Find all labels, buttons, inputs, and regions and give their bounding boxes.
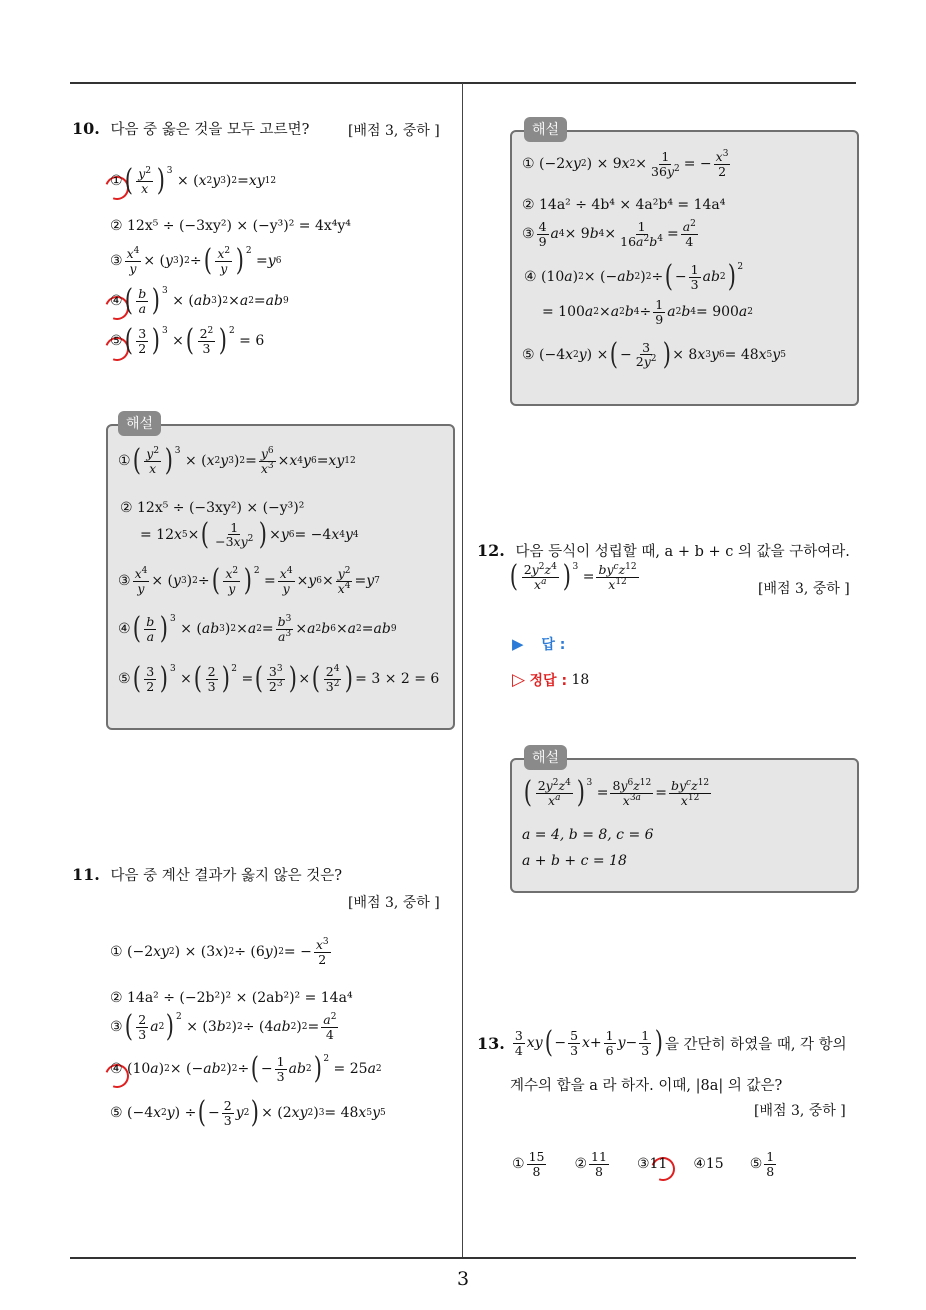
q11-option-3[interactable]: ③ ( $\frac{2}{3}$ a 2 ) $^2$ × (3 b 2 ) 2 ÷ (4 ab 2 ) 2 = $\frac{a^2}{4}$ — [110, 1009, 337, 1044]
q13-choices — [512, 1150, 778, 1179]
q12-stem — [477, 540, 850, 561]
q12-meta: [배점 3, 중하 ] — [758, 581, 850, 597]
q12-solution-line-1: ( $\frac{2y^2z^4}{x^a}$ ) $^3$ = $\frac{8y^6z^{12}}{x^{3a}}$ = $\frac{by^cz^{12}}{x^{12}}$ — [523, 775, 710, 810]
q10-solution-line-5: ⑤ ( $\frac{3}{2}$ ) $^3$ × ( $\frac{2}{3}$ ) $^2$ = ( $\frac{3^3}{2^3}$ ) × ( $\frac{2^4}{3^2}$ ) = 3 × 2 = 6 — [118, 661, 440, 696]
q13-choice-3-value: 11 — [649, 1156, 668, 1173]
correct-arrow-icon: ▷ — [512, 670, 526, 690]
q10-solution-tag: 해설 — [118, 411, 161, 436]
q11-option-1[interactable]: ① (−2 xy 2 ) × (3 x ) 2 ÷ (6 y ) 2 = − $\frac{x^3}{2}$ — [110, 937, 329, 967]
q12-answer-label: 답 : — [541, 637, 566, 653]
q10-option-5[interactable]: ⑤ ( $\frac{3}{2}$ ) $^3$ × ( $\frac{2^2}{3}$ ) $^2$ = 6 — [110, 323, 265, 358]
q12-solution-line-3: a + b + c = 18 — [522, 853, 627, 869]
q11-stem — [72, 864, 342, 885]
q10-text: 다음 중 옳은 것을 모두 고르면? — [110, 122, 310, 138]
q10-solution-line-2b: = 12 x 5 × ( $\frac{1}{-3xy^2}$ ) × y 6 = −4 x 4 y 4 — [140, 517, 359, 552]
q11-solution-line-4a: ④ (10 a ) 2 × (− ab 2 ) 2 ÷ ( − $\frac{1}{3}$ ab 2 ) $^2$ — [524, 259, 744, 294]
answer-arrow-icon: ▶ — [512, 635, 524, 653]
q10-option-4[interactable]: ④ ( $\frac{b}{a}$ ) $^3$ × ( ab 3 ) 2 × a 2 = ab 9 — [110, 283, 289, 318]
page-number: 3 — [456, 1268, 470, 1290]
q10-solution-line-4: ④ ( $\frac{b}{a}$ ) $^3$ × ( ab 3 ) 2 × a 2 = $\frac{b^3}{a^3}$ × a 2 b 6 × a 2 = ab 9 — [118, 611, 397, 646]
q10-number: 10. — [72, 119, 100, 138]
q11-solution-line-5: ⑤ (−4 x 2 y ) × ( − $\frac{3}{2y^2}$ ) × 8 x 3 y 6 = 48 x 5 y 5 — [522, 337, 786, 372]
q12-correct-value: 18 — [571, 672, 590, 688]
q10-option-2[interactable]: ② 12x⁵ ÷ (−3xy²) × (−y³)² = 4x⁴y⁴ — [110, 218, 351, 234]
q10-option-3[interactable]: ③ $\frac{x^4}{y}$ × ( y 3 ) 2 ÷ ( $\frac{x^2}{y}$ ) $^2$ = y 6 — [110, 243, 282, 278]
q11-option-4[interactable]: ④ (10 a ) 2 × (− ab 2 ) 2 ÷ ( − $\frac{1}{3}$ ab 2 ) $^2$ = 25 a 2 — [110, 1051, 382, 1086]
q13-stem — [477, 1025, 847, 1060]
q11-option-5[interactable]: ⑤ (−4 x 2 y ) ÷ ( − $\frac{2}{3}$ y 2 ) × (2 xy 2 ) 3 = 48 x 5 y 5 — [110, 1095, 386, 1130]
q13-choice-1[interactable]: ① $\frac{15}{8}$ — [512, 1149, 545, 1179]
q12-correct-label: 정답 : — [529, 673, 568, 689]
q10-stem — [72, 118, 309, 139]
q11-option-2[interactable]: ② 14a² ÷ (−2b²)² × (2ab²)² = 14a⁴ — [110, 990, 353, 1006]
q13-expression: $\frac{3}{4}$ xy ( − $\frac{5}{3}$ x + $\frac{1}{6}$ y − $\frac{1}{3}$ ) — [514, 1025, 664, 1060]
q13-meta: [배점 3, 중하 ] — [754, 1103, 846, 1119]
bottom-rule — [70, 1257, 856, 1259]
q10-solution-line-3: ③ $\frac{x^4}{y}$ × ( y 3 ) 2 ÷ ( $\frac{x^2}{y}$ ) $^2$ = $\frac{x^4}{y}$ × y 6 × $\frac{y^2}{x^4}$ = y 7 — [118, 563, 380, 598]
q12-text: 다음 등식이 성립할 때, a + b + c 의 값을 구하여라. — [515, 544, 850, 560]
q13-number: 13. — [477, 1033, 505, 1053]
q11-meta: [배점 3, 중하 ] — [348, 895, 440, 911]
q11-solution-line-4b: = 100 a 2 × a 2 b 4 ÷ $\frac{1}{9}$ a 2 b 4 = 900 a 2 — [542, 297, 754, 327]
q10-solution-line-2a: ② 12x⁵ ÷ (−3xy²) × (−y³)² — [120, 500, 305, 516]
q11-number: 11. — [72, 865, 100, 884]
q12-solution-tag: 해설 — [524, 745, 567, 770]
q11-solution-line-2: ② 14a² ÷ 4b⁴ × 4a²b⁴ = 14a⁴ — [522, 197, 726, 213]
q10-option-1[interactable]: ① ( $\frac{y^2}{x}$ ) $^3$ × ( x 2 y 3 ) 2 = xy 12 — [110, 163, 277, 198]
q12-correct-row — [512, 670, 589, 690]
q13-choice-4[interactable]: ④ 15 — [693, 1156, 724, 1173]
q12-number: 12. — [477, 541, 505, 560]
q11-solution-line-3: ③ $\frac{4}{9}$ a 4 × 9 b 4 × $\frac{1}{16a^2b^4}$ = $\frac{a^2}{4}$ — [522, 219, 696, 249]
q13-choice-3[interactable]: ③ 11 — [636, 1156, 668, 1173]
q10-solution-line-1: ① ( $\frac{y^2}{x}$ ) $^3$ × ( x 2 y 3 ) 2 = $\frac{y^6}{x^3}$ × x 4 y 6 = xy 12 — [118, 443, 356, 478]
q11-solution-line-1: ① (−2 xy 2 ) × 9 x 2 × $\frac{1}{36y^2}$ = − $\frac{x^3}{2}$ — [522, 149, 729, 179]
q12-solution-line-2: a = 4, b = 8, c = 6 — [522, 827, 654, 843]
q13-choice-4-value: 15 — [705, 1156, 724, 1173]
q11-text: 다음 중 계산 결과가 옳지 않은 것은? — [110, 868, 342, 884]
q11-solution-tag: 해설 — [524, 117, 567, 142]
q13-choice-5[interactable]: ⑤ $\frac{1}{8}$ — [749, 1149, 775, 1179]
q13-choice-2[interactable]: ② $\frac{11}{8}$ — [574, 1149, 607, 1179]
q10-meta: [배점 3, 중하 ] — [348, 123, 440, 139]
q13-text-2: 계수의 합을 a 라 하자. 이때, |8a| 의 값은? — [510, 1078, 783, 1094]
column-divider — [462, 83, 463, 1258]
q12-equation: ( $\frac{2y^2z^4}{x^a}$ ) $^3$ = $\frac{by^cz^{12}}{x^{12}}$ — [509, 559, 637, 594]
q13-text: 을 간단히 하였을 때, 각 항의 — [664, 1036, 847, 1053]
top-rule — [70, 82, 856, 84]
q12-answer-row[interactable] — [512, 634, 565, 654]
